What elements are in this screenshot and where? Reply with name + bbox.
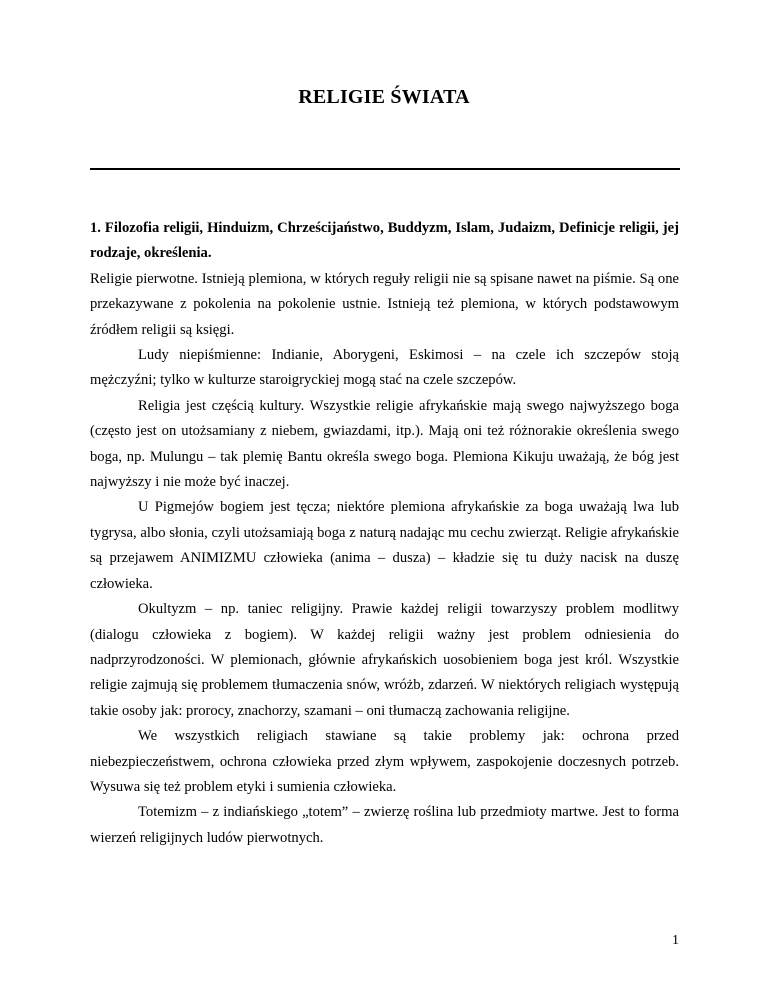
paragraph-ludy-niepismienne: Ludy niepiśmienne: Indianie, Aborygeni, Eskimosi – na czele ich szczepów stoją mężczyźni; tylko w kulturze staroigryckiej mogą stać na czele szczepów. [90, 347, 679, 389]
document-body [90, 216, 679, 851]
paragraph-problemy-religii: We wszystkich religiach stawiane są takie problemy jak: ochrona przed niebezpieczeństwem, ochrona człowieka przed złym wpływem, zaspokojenie doczesnych potrzeb. Wysuwa się też problem etyki i sumienia człowieka. [90, 728, 679, 795]
paragraph-okultyzm: Okultyzm – np. taniec religijny. Prawie każdej religii towarzyszy problem modlitwy (dialogu człowieka z bogiem). W każdej religii ważny jest problem odniesienia do nadprzyrodzoności. W plemionach, głównie afrykańskich uosobieniem boga jest król. Wszystkie religie zajmują się problemem tłumaczenia snów, wróżb, zdarzeń. W niektórych religiach występują takie osoby jak: prorocy, znachorzy, szamani – oni tłumaczą zachowania religijne. [90, 601, 679, 719]
paragraph-religie-pierwotne: Religie pierwotne. Istnieją plemiona, w których reguły religii nie są spisane nawet na piśmie. Są one przekazywane z pokolenia na pokolenie ustnie. Istnieją też plemiona, w których podstawowym źródłem religii są księgi. [90, 270, 679, 338]
page-number: 1 [672, 933, 679, 948]
paragraph-pigmeje: U Pigmejów bogiem jest tęcza; niektóre plemiona afrykańskie za boga uważają lwa lub tygrysa, albo słonia, czyli utożsamiają boga z naturą nadając mu cechu zwierząt. Religie afrykańskie są przejawem ANIMIZMU człowieka (anima – dusza) – kładzie się tu duży nacisk na duszę człowieka. [90, 499, 679, 592]
paragraph-religia-kultura: Religia jest częścią kultury. Wszystkie religie afrykańskie mają swego najwyższego boga (często jest on utożsamiany z niebem, gwiazdami, itp.). Mają oni też różnorakie określenia swego boga, np. Mulungu – tak plemię Bantu określa swego boga. Plemiona Kikuju uważają, że bóg jest najwyższy i nie może być inaczej. [90, 397, 679, 491]
paragraph-totemizm: Totemizm – z indiańskiego „totem” – zwierzę roślina lub przedmioty martwe. Jest to forma wierzeń religijnych ludów pierwotnych. [90, 804, 679, 846]
title-divider [90, 168, 680, 170]
section-heading: 1. Filozofia religii, Hinduizm, Chrześcijaństwo, Buddyzm, Islam, Judaizm, Definicje religii, jej rodzaje, określenia. [90, 220, 679, 262]
page-title: RELIGIE ŚWIATA [298, 86, 470, 108]
